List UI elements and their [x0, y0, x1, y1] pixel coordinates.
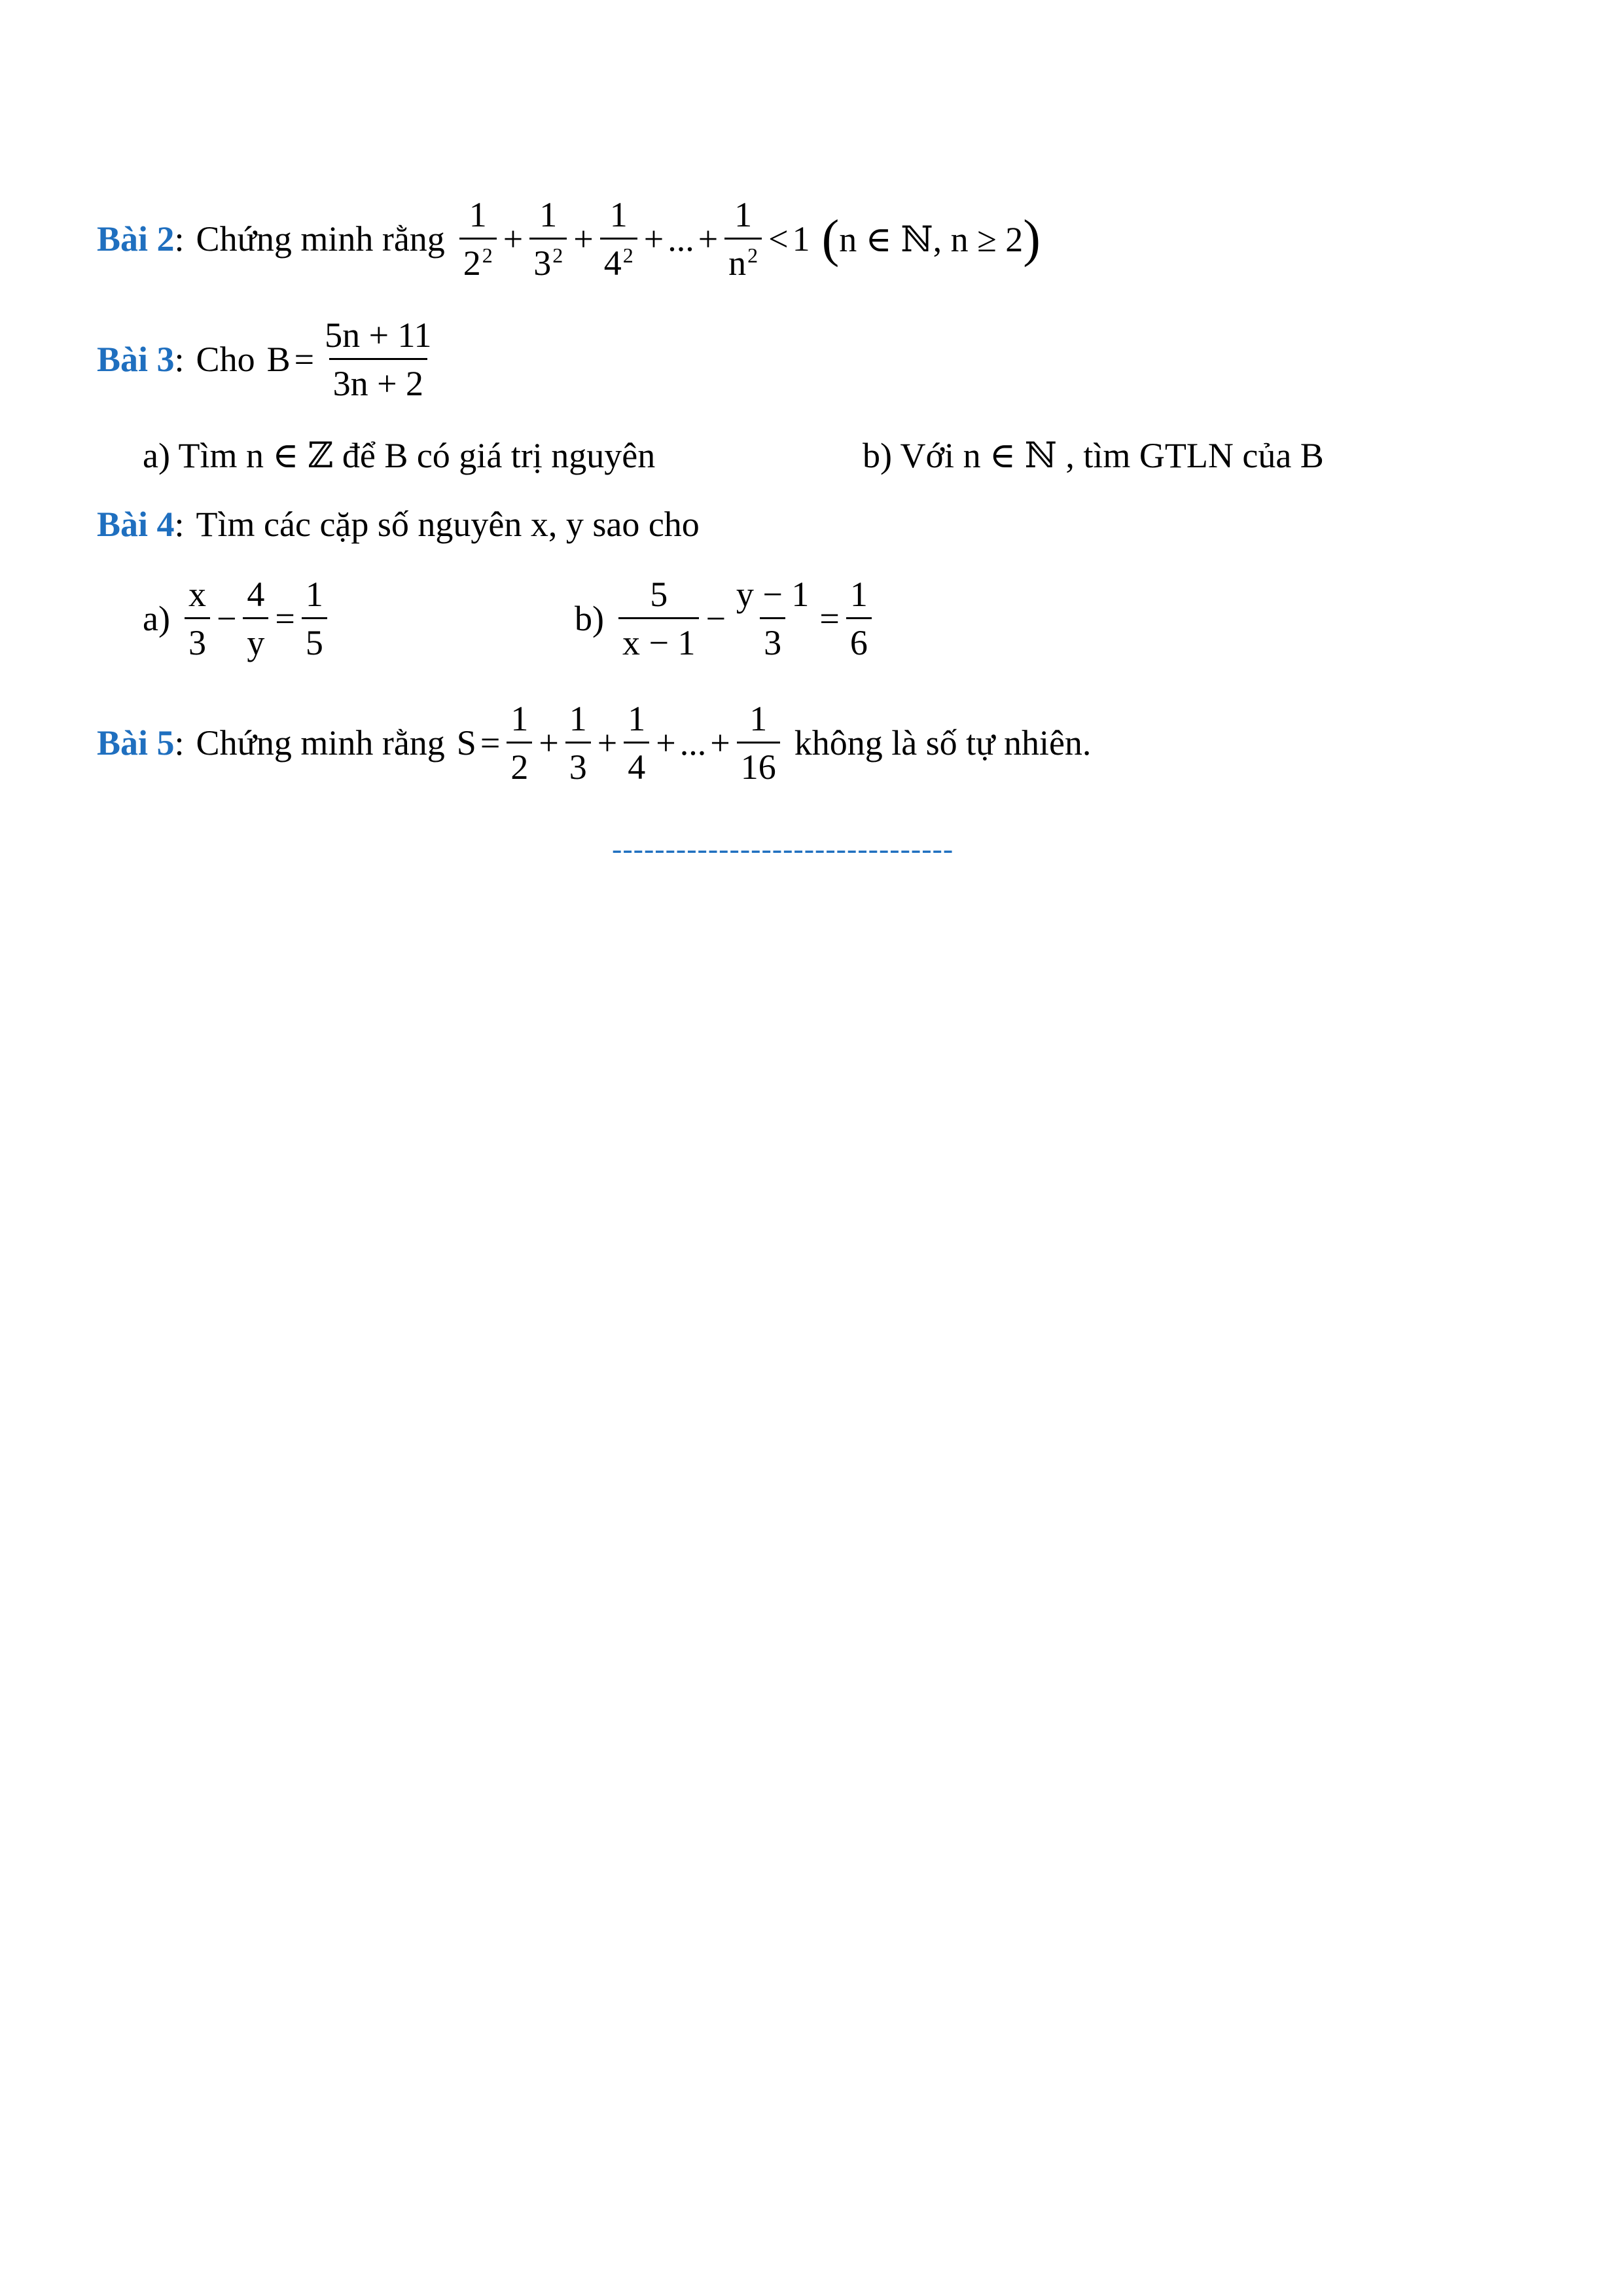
less-than-sign: < — [768, 219, 789, 259]
part-b-label: b) — [575, 599, 604, 639]
fraction-5-x-minus-1: $\frac{5}{x - 1}$ — [618, 576, 699, 661]
left-paren: ( — [821, 210, 840, 268]
fraction-term-n: $\frac{1}{n^2}$ — [724, 196, 762, 281]
condition: n ∈ ℕ, n ≥ 2 — [839, 219, 1024, 259]
fraction-1-5: $\frac{1}{5}$ — [302, 576, 327, 661]
problem-5 — [97, 700, 1091, 785]
problem-2-label: Bài 2 — [97, 219, 175, 259]
problem-3 — [97, 317, 438, 402]
fraction-b: $\frac{5n + 11}{3n + 2}$ — [325, 315, 432, 403]
plus-sign: + — [503, 219, 524, 259]
problem-4-label: Bài 4 — [97, 505, 175, 544]
problem-5-tail: không là số tự nhiên. — [794, 723, 1092, 763]
fraction-1-4: $\frac{1}{4}$ — [624, 700, 649, 785]
problem-3-part-a: a) Tìm n ∈ ℤ để B có giá trị nguyên — [143, 436, 656, 475]
bound-value: 1 — [792, 219, 810, 259]
equals-sign: = — [819, 599, 840, 639]
problem-3-colon: : — [174, 340, 185, 380]
fraction-y-minus-1-3: $\frac{y - 1}{3}$ — [736, 575, 810, 662]
plus-sign: + — [539, 723, 559, 763]
plus-sign: + — [573, 219, 594, 259]
plus-sign: + — [643, 219, 664, 259]
variable-b: B — [266, 340, 291, 380]
variable-s: S — [456, 723, 476, 763]
fraction-1-3: $\frac{1}{3}$ — [565, 700, 591, 785]
right-paren: ) — [1023, 210, 1041, 268]
ellipsis: ... — [679, 723, 707, 763]
plus-sign: + — [710, 723, 730, 763]
fraction-4-y: $\frac{4}{y}$ — [243, 576, 268, 661]
minus-sign: − — [705, 599, 726, 639]
problem-4-part-a — [143, 576, 330, 661]
fraction-term-1: $\frac{1}{2^2}$ — [459, 196, 497, 281]
equals-sign: = — [275, 599, 295, 639]
plus-sign: + — [597, 723, 618, 763]
plus-sign: + — [656, 723, 676, 763]
problem-3-text: Cho — [196, 340, 255, 380]
problem-3-part-b: b) Với n ∈ ℕ , tìm GTLN của B — [863, 436, 1324, 475]
problem-5-colon: : — [174, 723, 185, 763]
problem-2-colon: : — [174, 219, 185, 259]
separator-line: -------------------------------- — [612, 832, 954, 865]
problem-3-label: Bài 3 — [97, 340, 175, 380]
problem-5-label: Bài 5 — [97, 723, 175, 763]
minus-sign: − — [216, 599, 237, 639]
plus-sign: + — [698, 219, 719, 259]
ellipsis: ... — [668, 219, 694, 259]
problem-2 — [97, 196, 1041, 281]
problem-2-text: Chứng minh rằng — [196, 219, 445, 259]
part-a-label: a) — [143, 599, 170, 639]
fraction-1-16: $\frac{1}{16}$ — [737, 700, 780, 785]
problem-4-part-b — [575, 576, 874, 661]
problem-4-colon: : — [174, 505, 185, 544]
equals-sign: = — [480, 723, 501, 763]
fraction-term-3: $\frac{1}{4^2}$ — [600, 196, 637, 281]
fraction-x-3: $\frac{x}{3}$ — [185, 576, 210, 661]
problem-5-text: Chứng minh rằng — [196, 723, 445, 763]
problem-4-text: Tìm các cặp số nguyên x, y sao cho — [196, 505, 700, 544]
equals-sign: = — [294, 340, 315, 380]
problem-4 — [97, 504, 700, 545]
fraction-1-6: $\frac{1}{6}$ — [846, 576, 872, 661]
fraction-1-2: $\frac{1}{2}$ — [507, 700, 532, 785]
fraction-term-2: $\frac{1}{3^2}$ — [529, 196, 567, 281]
